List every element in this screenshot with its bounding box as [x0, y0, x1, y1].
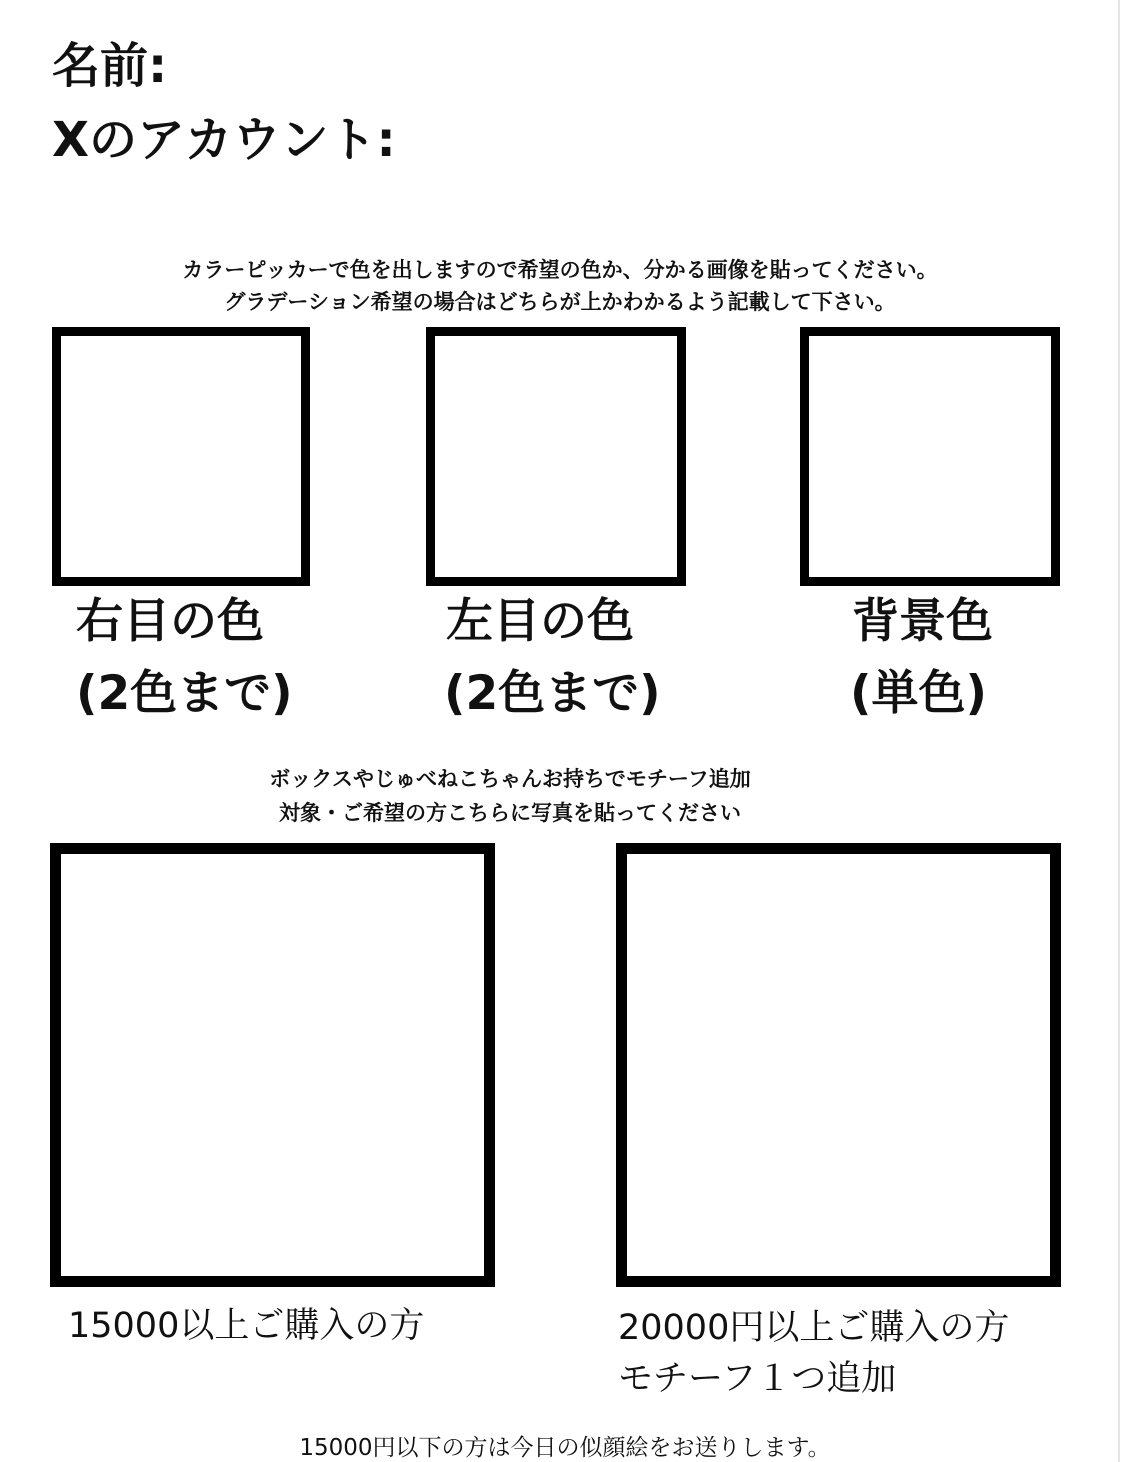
- left-eye-color-title: 左目の色: [446, 594, 634, 649]
- right-eye-color-box[interactable]: [52, 327, 310, 586]
- motif-instruction-line1: ボックスやじゅべねこちゃんお持ちでモチーフ追加: [269, 767, 751, 791]
- left-eye-color-subtitle: (2色まで): [444, 666, 661, 721]
- motif-20000-label: 20000円以上ご購入の方: [618, 1308, 1010, 1348]
- motif-photo-box-20000[interactable]: [616, 843, 1061, 1287]
- right-eye-color-title: 右目の色: [76, 594, 264, 649]
- right-eye-color-subtitle: (2色まで): [76, 666, 293, 721]
- color-instruction-line1: カラーピッカーで色を出しますので希望の色か、分かる画像を貼ってください。: [182, 258, 938, 282]
- motif-15000-label: 15000以上ご購入の方: [68, 1306, 425, 1346]
- background-color-box[interactable]: [800, 327, 1060, 586]
- background-color-subtitle: (単色): [850, 666, 987, 721]
- footer-note: 15000円以下の方は今日の似顔絵をお送りします。: [299, 1435, 831, 1461]
- name-label: 名前:: [52, 38, 168, 94]
- motif-photo-box-15000[interactable]: [50, 843, 495, 1287]
- left-eye-color-box[interactable]: [426, 327, 686, 586]
- page-edge-divider: [1118, 0, 1120, 1462]
- motif-instruction-line2: 対象・ご希望の方こちらに写真を貼ってください: [279, 801, 741, 825]
- background-color-title: 背景色: [852, 594, 993, 649]
- color-instruction-line2: グラデーション希望の場合はどちらが上かわかるよう記載して下さい。: [224, 290, 896, 314]
- x-account-label: Xのアカウント:: [52, 112, 396, 168]
- motif-20000-sublabel: モチーフ１つ追加: [618, 1359, 897, 1399]
